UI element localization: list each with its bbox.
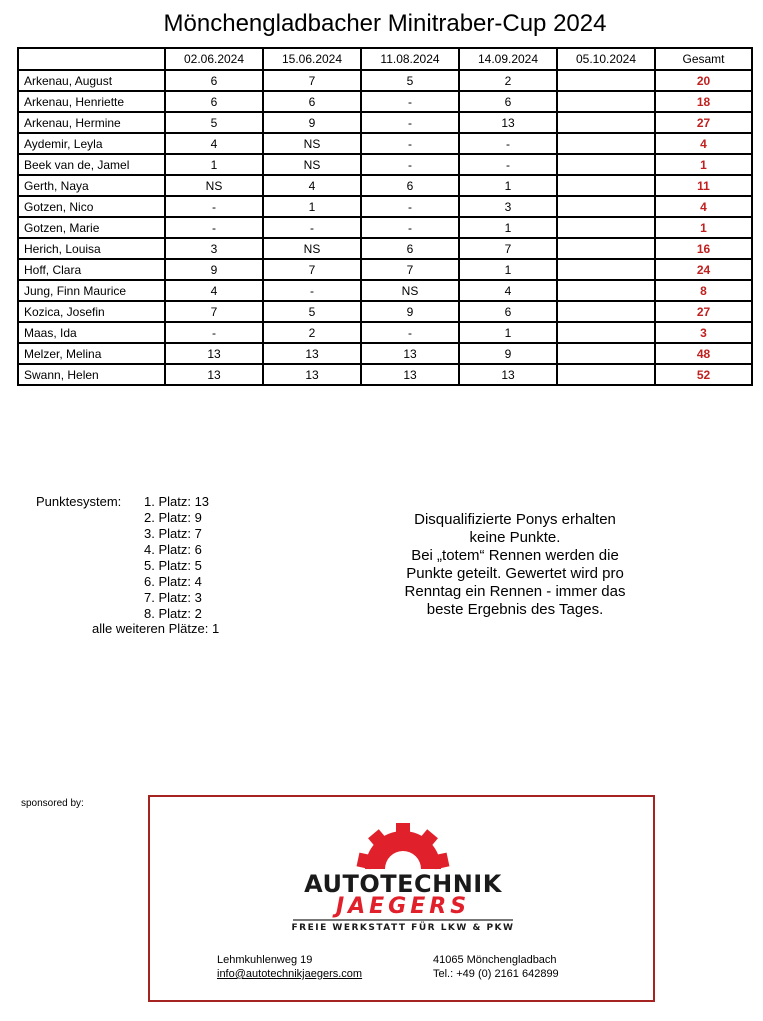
race-result-cell: 7	[263, 259, 361, 280]
participant-name: Hoff, Clara	[18, 259, 165, 280]
total-points-cell: 16	[655, 238, 752, 259]
results-body	[18, 70, 752, 385]
sponsor-address-right	[433, 953, 559, 981]
race-result-cell: -	[263, 280, 361, 301]
page-title: Mönchengladbacher Minitraber-Cup 2024	[163, 10, 607, 37]
race-result-cell	[557, 259, 655, 280]
race-result-cell: 3	[165, 238, 263, 259]
race-result-cell: 5	[361, 70, 459, 91]
participant-name: Kozica, Josefin	[18, 301, 165, 322]
total-points-cell: 4	[655, 196, 752, 217]
race-result-cell: 13	[165, 364, 263, 385]
race-result-cell	[557, 91, 655, 112]
race-result-cell: 2	[459, 70, 557, 91]
participant-name: Gotzen, Marie	[18, 217, 165, 238]
table-row	[18, 217, 752, 238]
race-result-cell	[557, 133, 655, 154]
table-row	[18, 70, 752, 91]
race-result-cell	[557, 196, 655, 217]
participant-name: Jung, Finn Maurice	[18, 280, 165, 301]
race-result-cell: 13	[165, 343, 263, 364]
race-result-cell: 1	[459, 322, 557, 343]
participant-name: Gerth, Naya	[18, 175, 165, 196]
race-result-cell: 7	[263, 70, 361, 91]
points-item: 6. Platz: 4	[144, 574, 202, 589]
total-points-cell: 1	[655, 154, 752, 175]
table-row	[18, 280, 752, 301]
participant-name: Aydemir, Leyla	[18, 133, 165, 154]
total-points-cell: 4	[655, 133, 752, 154]
race-result-cell: 1	[459, 175, 557, 196]
table-row	[18, 91, 752, 112]
race-result-cell	[557, 112, 655, 133]
race-result-cell: 6	[361, 238, 459, 259]
race-result-cell: -	[361, 133, 459, 154]
race-result-cell	[557, 364, 655, 385]
race-result-cell: 6	[459, 91, 557, 112]
sponsor-street: Lehmkuhlenweg 19	[217, 954, 313, 966]
race-result-cell: 9	[361, 301, 459, 322]
rules-note-line: Punkte geteilt. Gewertet wird pro	[406, 565, 624, 582]
table-row	[18, 259, 752, 280]
race-result-cell: 4	[165, 280, 263, 301]
race-result-cell: 13	[361, 364, 459, 385]
points-item: 5. Platz: 5	[144, 558, 202, 573]
rules-note-line: Disqualifizierte Ponys erhalten	[414, 511, 616, 528]
table-row	[18, 112, 752, 133]
column-header-date: 14.09.2024	[459, 48, 557, 70]
race-result-cell: 13	[361, 343, 459, 364]
table-header-row	[18, 48, 752, 70]
race-result-cell: -	[165, 196, 263, 217]
column-header	[18, 48, 165, 70]
total-points-cell: 8	[655, 280, 752, 301]
rules-note-line: beste Ergebnis des Tages.	[426, 601, 604, 618]
race-result-cell	[557, 280, 655, 301]
sponsor-email-link[interactable]: info@autotechnikjaegers.com	[217, 968, 363, 980]
race-result-cell: 4	[165, 133, 263, 154]
race-result-cell	[557, 175, 655, 196]
race-result-cell: 13	[263, 343, 361, 364]
points-rest: alle weiteren Plätze: 1	[92, 621, 220, 636]
race-result-cell: 9	[459, 343, 557, 364]
participant-name: Arkenau, Hermine	[18, 112, 165, 133]
race-result-cell	[557, 343, 655, 364]
race-result-cell: 9	[165, 259, 263, 280]
column-header-date: 11.08.2024	[361, 48, 459, 70]
race-result-cell: 3	[459, 196, 557, 217]
points-item: 3. Platz: 7	[144, 526, 202, 541]
total-points-cell: 1	[655, 217, 752, 238]
total-points-cell: 18	[655, 91, 752, 112]
points-item: 2. Platz: 9	[144, 510, 202, 525]
table-row	[18, 364, 752, 385]
total-points-cell: 24	[655, 259, 752, 280]
table-row	[18, 238, 752, 259]
race-result-cell: 13	[459, 112, 557, 133]
race-result-cell	[557, 70, 655, 91]
race-result-cell: 4	[263, 175, 361, 196]
points-item: 1. Platz: 13	[144, 494, 210, 509]
rules-note-line: Renntag ein Rennen - immer das	[404, 583, 626, 600]
race-result-cell: -	[263, 217, 361, 238]
points-system-label: Punktesystem:	[36, 494, 122, 509]
sponsor-phone: Tel.: +49 (0) 2161 642899	[433, 968, 559, 980]
participant-name: Arkenau, August	[18, 70, 165, 91]
race-result-cell: 6	[165, 70, 263, 91]
total-points-cell: 27	[655, 301, 752, 322]
total-points-cell: 20	[655, 70, 752, 91]
sponsor-address-left	[217, 953, 362, 981]
race-result-cell: 6	[459, 301, 557, 322]
race-result-cell	[557, 322, 655, 343]
points-item: 8. Platz: 2	[144, 606, 202, 621]
race-result-cell: 1	[459, 217, 557, 238]
points-item: 4. Platz: 6	[144, 542, 202, 557]
total-points-cell: 27	[655, 112, 752, 133]
sponsored-by-label: sponsored by:	[21, 798, 84, 809]
logo-tagline: FREIE WERKSTATT FÜR LKW & PKW	[291, 923, 515, 933]
race-result-cell: -	[459, 154, 557, 175]
race-result-cell: NS	[165, 175, 263, 196]
table-row	[18, 343, 752, 364]
race-result-cell: 6	[361, 175, 459, 196]
race-result-cell: NS	[263, 238, 361, 259]
total-points-cell: 3	[655, 322, 752, 343]
participant-name: Melzer, Melina	[18, 343, 165, 364]
race-result-cell: 5	[165, 112, 263, 133]
rules-note-line: keine Punkte.	[469, 529, 561, 546]
race-result-cell: -	[165, 322, 263, 343]
race-result-cell: -	[361, 154, 459, 175]
race-result-cell: 1	[459, 259, 557, 280]
race-result-cell: 9	[263, 112, 361, 133]
race-result-cell: 1	[263, 196, 361, 217]
table-row	[18, 196, 752, 217]
race-result-cell: -	[361, 217, 459, 238]
race-result-cell: 5	[263, 301, 361, 322]
race-result-cell: -	[361, 91, 459, 112]
table-row	[18, 301, 752, 322]
race-result-cell	[557, 154, 655, 175]
participant-name: Arkenau, Henriette	[18, 91, 165, 112]
race-result-cell: 13	[263, 364, 361, 385]
column-header-date: 05.10.2024	[557, 48, 655, 70]
table-row	[18, 154, 752, 175]
results-table	[17, 47, 753, 386]
race-result-cell	[557, 301, 655, 322]
participant-name: Beek van de, Jamel	[18, 154, 165, 175]
logo-divider	[293, 919, 513, 921]
race-result-cell	[557, 238, 655, 259]
table-row	[18, 175, 752, 196]
race-result-cell: 7	[165, 301, 263, 322]
participant-name: Gotzen, Nico	[18, 196, 165, 217]
participant-name: Swann, Helen	[18, 364, 165, 385]
race-result-cell: 1	[165, 154, 263, 175]
race-result-cell: -	[361, 322, 459, 343]
race-result-cell: NS	[263, 133, 361, 154]
race-result-cell: 2	[263, 322, 361, 343]
total-points-cell: 52	[655, 364, 752, 385]
race-result-cell: NS	[263, 154, 361, 175]
race-result-cell: NS	[361, 280, 459, 301]
table-row	[18, 322, 752, 343]
participant-name: Maas, Ida	[18, 322, 165, 343]
column-header-date: 02.06.2024	[165, 48, 263, 70]
race-result-cell: 13	[459, 364, 557, 385]
column-header-date: 15.06.2024	[263, 48, 361, 70]
points-system-list	[144, 494, 209, 622]
race-result-cell: 7	[361, 259, 459, 280]
rules-note-line: Bei „totem“ Rennen werden die	[411, 547, 619, 564]
race-result-cell: 6	[263, 91, 361, 112]
total-points-cell: 48	[655, 343, 752, 364]
race-result-cell: 6	[165, 91, 263, 112]
sponsor-city: 41065 Mönchengladbach	[433, 954, 557, 966]
gear-icon	[289, 823, 517, 873]
race-result-cell: 4	[459, 280, 557, 301]
sponsor-logo	[289, 823, 517, 939]
race-result-cell: -	[165, 217, 263, 238]
race-result-cell: -	[361, 196, 459, 217]
participant-name: Herich, Louisa	[18, 238, 165, 259]
logo-text-autotechnik: AUTOTECHNIK	[304, 870, 502, 898]
total-points-cell: 11	[655, 175, 752, 196]
race-result-cell: -	[361, 112, 459, 133]
logo-text-jaegers: JAEGERS	[335, 894, 471, 919]
points-item: 7. Platz: 3	[144, 590, 202, 605]
table-row	[18, 133, 752, 154]
race-result-cell	[557, 217, 655, 238]
column-header-total: Gesamt	[655, 48, 752, 70]
rules-note	[384, 511, 646, 619]
race-result-cell: -	[459, 133, 557, 154]
race-result-cell: 7	[459, 238, 557, 259]
